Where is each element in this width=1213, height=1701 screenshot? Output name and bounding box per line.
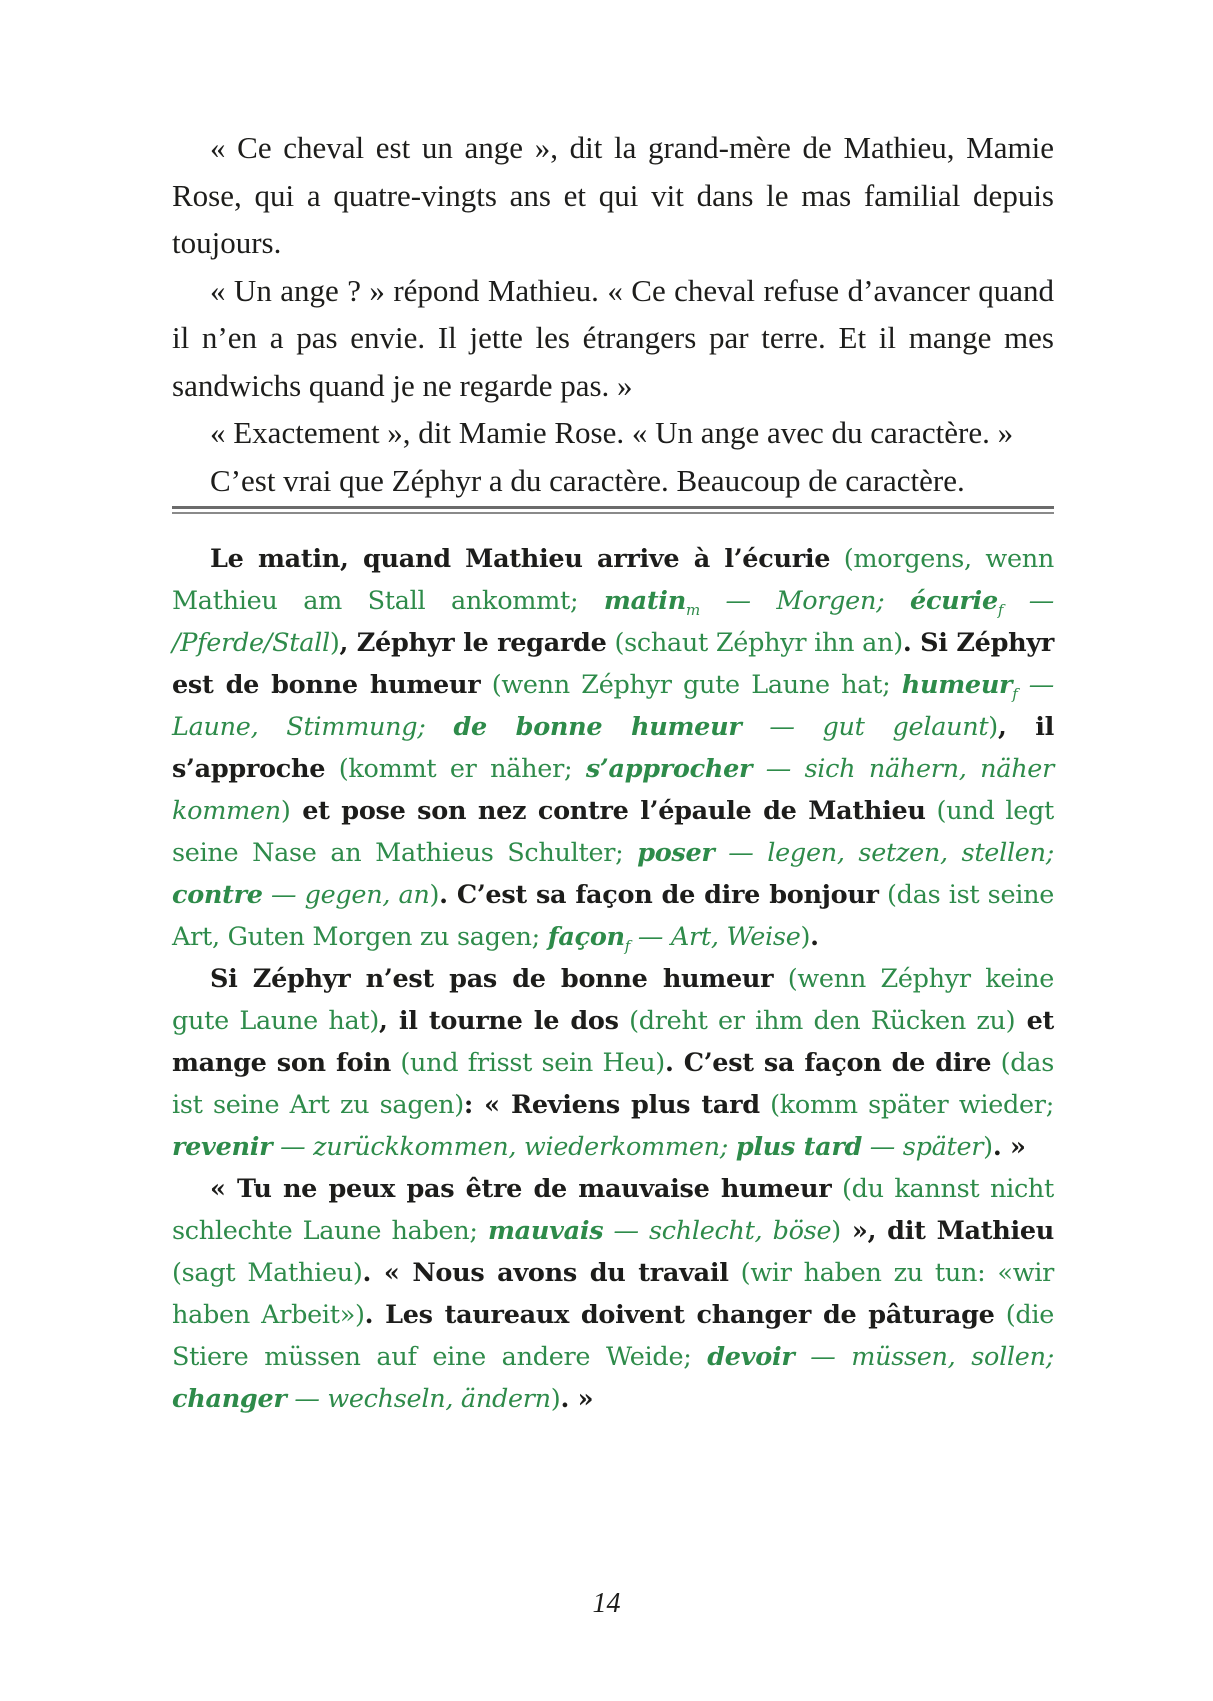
french-phrase: , il s’approche xyxy=(172,712,1054,784)
gloss-keyword: écurie xyxy=(910,586,998,616)
german-gloss: (die Stiere müssen auf eine andere Weide; devoir — müssen, sollen; changer — wechseln, ändern) xyxy=(172,1300,1055,1414)
french-phrase: et mange son foin xyxy=(172,1006,1054,1078)
annotated-paragraph-3 xyxy=(172,1168,1054,1420)
gender-marker: f xyxy=(997,601,1004,620)
gender-marker: m xyxy=(685,601,700,620)
gloss-keyword: humeur xyxy=(901,670,1013,700)
french-phrase: Si Zéphyr n’est pas de bonne humeur xyxy=(210,964,774,994)
french-phrase: . Si Zéphyr est de bonne humeur xyxy=(172,628,1054,700)
german-gloss: (schaut Zéphyr ihn an) xyxy=(606,628,903,658)
gloss-keyword: devoir xyxy=(707,1342,795,1372)
gloss-keyword: façon xyxy=(547,922,625,952)
german-gloss: (und frisst sein Heu) xyxy=(390,1048,665,1078)
section-divider xyxy=(172,506,1054,514)
original-paragraph-2: « Un ange ? » répond Mathieu. « Ce cheval refuse d’avancer quand il n’en a pas envie. Il jette les étrangers par terre. Et il mange mes sandwichs quand je ne regarde pas. » xyxy=(172,272,1054,403)
french-phrase: . C’est sa façon de dire bonjour xyxy=(439,880,879,910)
french-phrase: « Tu ne peux pas être de mauvaise humeur xyxy=(210,1174,832,1204)
gloss-keyword: de bonne humeur xyxy=(453,712,742,742)
french-punctuation: . » xyxy=(560,1384,594,1414)
annotated-paragraph-2 xyxy=(172,958,1054,1168)
german-gloss: (das ist seine Art zu sagen) xyxy=(172,1048,1054,1120)
divider-line-thin xyxy=(172,512,1054,514)
german-gloss: (und legt seine Nase an Mathieus Schulter; poser — legen, setzen, stellen; contre — gegen, an) xyxy=(172,796,1054,910)
original-text-block xyxy=(172,124,1054,504)
gloss-keyword: mauvais xyxy=(487,1216,604,1246)
french-phrase: : « Reviens plus tard xyxy=(463,1090,760,1120)
french-phrase: . Les taureaux doivent changer de pâturage xyxy=(364,1300,995,1330)
gloss-keyword: revenir xyxy=(172,1132,273,1162)
german-gloss: (kommt er näher; s’approcher — sich nähern, näher kommen) xyxy=(172,754,1054,826)
german-gloss: (das ist seine Art, Guten Morgen zu sagen; façon$_f$ — Art, Weise) xyxy=(172,880,1055,956)
french-phrase: . C’est sa façon de dire xyxy=(664,1048,992,1078)
german-gloss: (komm später wieder; revenir — zurückkommen, wiederkommen; plus tard — später) xyxy=(172,1090,1054,1162)
german-gloss: (dreht er ihm den Rücken zu) xyxy=(618,1006,1016,1036)
german-gloss: (wir haben zu tun: «wir haben Arbeit») xyxy=(172,1258,1055,1330)
annotated-text-block xyxy=(172,538,1054,1420)
gloss-keyword: contre xyxy=(172,880,263,910)
original-paragraph-1: « Ce cheval est un ange », dit la grand-mère de Mathieu, Mamie Rose, qui a quatre-vingts ans et qui vit dans le mas familial depuis toujours. xyxy=(172,130,1054,260)
french-phrase: », dit Mathieu xyxy=(840,1216,1054,1246)
french-phrase: . « Nous avons du travail xyxy=(362,1258,729,1288)
french-phrase: et pose son nez contre l’épaule de Mathieu xyxy=(290,796,926,826)
gloss-keyword: s’approcher xyxy=(585,754,753,784)
french-phrase: Le matin, quand Mathieu arrive à l’écurie xyxy=(210,544,831,574)
original-paragraph-3: « Exactement », dit Mamie Rose. « Un ange avec du caractère. » xyxy=(210,415,1014,450)
german-gloss: (morgens, wenn Mathieu am Stall ankommt; matin$_m$ — Morgen; écurie$_f$ — /Pferde/Stall) xyxy=(172,544,1054,658)
divider-line-thick xyxy=(172,506,1054,509)
german-gloss: (wenn Zéphyr keine gute Laune hat) xyxy=(172,964,1054,1036)
french-punctuation: . » xyxy=(992,1132,1026,1162)
page-number: 14 xyxy=(592,1588,621,1619)
gloss-keyword: poser xyxy=(637,838,715,868)
german-gloss: (wenn Zéphyr gute Laune hat; humeur$_f$ — Laune, Stimmung; de bonne humeur — gut gelaunt) xyxy=(172,670,1055,742)
annotated-paragraph-1 xyxy=(172,538,1054,958)
original-paragraph-4: C’est vrai que Zéphyr a du caractère. Beaucoup de caractère. xyxy=(210,462,965,498)
french-punctuation: . xyxy=(810,922,819,952)
german-gloss: (sagt Mathieu) xyxy=(172,1258,363,1288)
french-phrase: , il tourne le dos xyxy=(379,1006,619,1036)
gloss-keyword: plus tard xyxy=(735,1132,862,1162)
gloss-keyword: matin xyxy=(603,586,686,616)
gender-marker: f xyxy=(1012,685,1018,704)
french-phrase: , Zéphyr le regarde xyxy=(339,628,607,658)
german-gloss: (du kannst nicht schlechte Laune haben; mauvais — schlecht, böse) xyxy=(172,1174,1055,1246)
gender-marker: f xyxy=(624,937,631,956)
gloss-keyword: changer xyxy=(172,1384,287,1414)
